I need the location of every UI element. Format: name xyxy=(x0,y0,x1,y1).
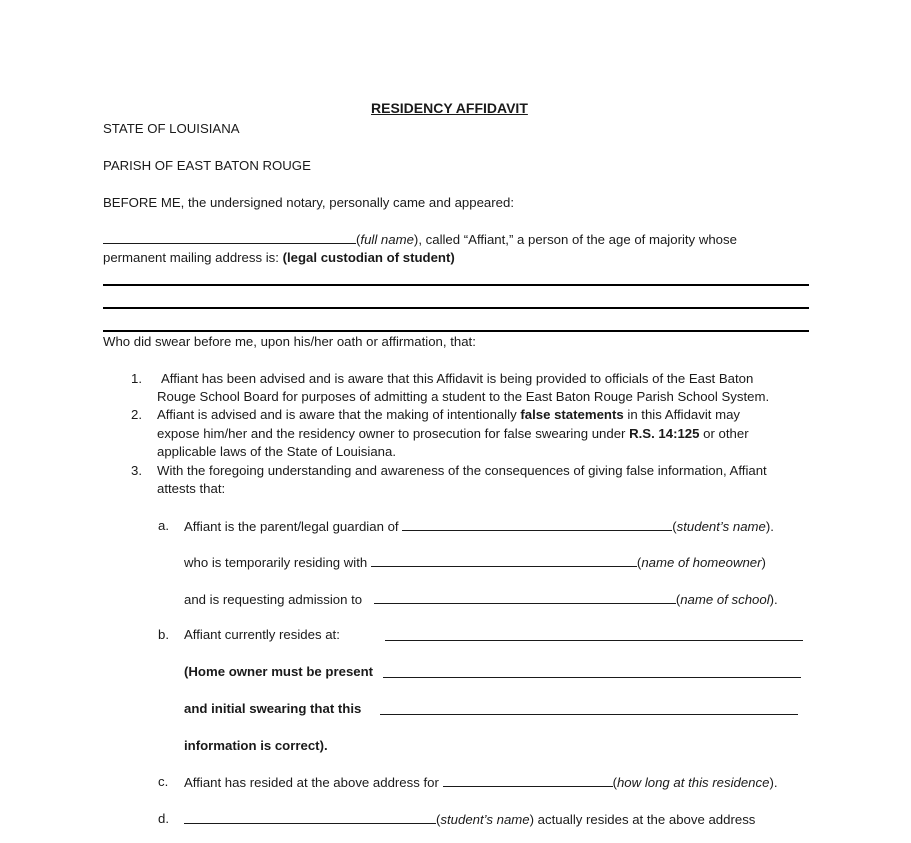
swear-intro: Who did swear before me, upon his/her oath or affirmation, that: xyxy=(103,334,476,349)
sub-a-line-1: Affiant is the parent/legal guardian of (student’s name). xyxy=(184,519,774,534)
student-name-hint: student’s name xyxy=(676,519,766,534)
document-title: RESIDENCY AFFIDAVIT xyxy=(371,100,528,116)
resided-for-label: Affiant has resided at the above address for xyxy=(184,775,439,790)
affiant-intro-text: ), called “Affiant,” a person of the age of majority whose xyxy=(413,232,737,247)
resident-student-name-blank[interactable] xyxy=(184,811,436,824)
sub-b-line-1: Affiant currently resides at: xyxy=(184,627,340,642)
resident-student-name-hint: student’s name xyxy=(440,812,530,827)
item-3-line-2: attests that: xyxy=(157,481,226,496)
address-line-1[interactable] xyxy=(103,284,809,286)
item-2-number: 2. xyxy=(131,407,142,422)
item-2-line-2 xyxy=(157,426,749,442)
item-2-line-1 xyxy=(157,407,740,423)
residence-address-blank-1[interactable] xyxy=(385,628,803,641)
item-1-line-1: Affiant has been advised and is aware that this Affidavit is being provided to officials of the East Baton xyxy=(161,371,754,386)
mailing-address-label: permanent mailing address is: xyxy=(103,250,283,265)
item-2-text-d: or other xyxy=(699,426,749,441)
student-name-blank[interactable] xyxy=(402,518,672,531)
before-me-line: BEFORE ME, the undersigned notary, personally came and appeared: xyxy=(103,195,514,210)
admission-to-label: and is requesting admission to xyxy=(184,592,363,607)
address-line-3[interactable] xyxy=(103,330,809,332)
sub-b-line-4: information is correct). xyxy=(184,738,328,753)
item-1-line-2: Rouge School Board for purposes of admitting a student to the East Baton Rouge Parish School System. xyxy=(157,389,770,404)
homeowner-name-hint: name of homeowner xyxy=(641,555,762,570)
item-3-number: 3. xyxy=(131,463,142,478)
item-2-text-c: expose him/her and the residency owner to prosecution for false swearing under xyxy=(157,426,630,441)
item-1-number: 1. xyxy=(131,371,142,386)
item-2-line-3: applicable laws of the State of Louisiana. xyxy=(157,444,396,459)
statute-reference: R.S. 14:125 xyxy=(629,426,700,441)
mailing-address-line xyxy=(103,250,455,266)
sub-b-line-3: and initial swearing that this xyxy=(184,701,362,716)
affiant-name-line: (full name), called “Affiant,” a person of the age of majority whose xyxy=(103,231,737,248)
sub-b-line-2: (Home owner must be present xyxy=(184,664,374,679)
sub-d-line: (student’s name) actually resides at the above address xyxy=(184,811,755,828)
state-line: STATE OF LOUISIANA xyxy=(103,121,240,136)
legal-custodian-label: (legal custodian of student) xyxy=(282,250,455,265)
homeowner-name-blank[interactable] xyxy=(371,554,637,567)
item-2-text-a: Affiant is advised and is aware that the making of intentionally xyxy=(157,407,521,422)
resides-at-address-text: ) actually resides at the above address xyxy=(529,812,756,827)
residence-address-blank-3[interactable] xyxy=(380,702,798,715)
sub-c-label: c. xyxy=(158,774,169,789)
school-name-blank[interactable] xyxy=(374,591,676,604)
residence-duration-blank[interactable] xyxy=(443,774,613,787)
false-statements-emphasis: false statements xyxy=(520,407,624,422)
sub-c-line: Affiant has resided at the above address for (how long at this residence). xyxy=(184,775,778,790)
full-name-hint: full name xyxy=(360,232,414,247)
sub-a-line-2: who is temporarily residing with (name of homeowner) xyxy=(184,555,766,570)
sub-a-line-3: and is requesting admission to (name of school). xyxy=(184,592,778,607)
full-name-blank[interactable] xyxy=(103,231,356,244)
item-2-text-b: in this Affidavit may xyxy=(623,407,741,422)
parish-line: PARISH OF EAST BATON ROUGE xyxy=(103,158,311,173)
address-line-2[interactable] xyxy=(103,307,809,309)
sub-a-label: a. xyxy=(158,518,169,533)
sub-d-label: d. xyxy=(158,811,169,826)
guardian-of-label: Affiant is the parent/legal guardian of xyxy=(184,519,399,534)
sub-b-label: b. xyxy=(158,627,169,642)
residence-duration-hint: how long at this residence xyxy=(616,775,770,790)
residence-address-blank-2[interactable] xyxy=(383,665,801,678)
residing-with-label: who is temporarily residing with xyxy=(184,555,368,570)
item-3-line-1: With the foregoing understanding and awareness of the consequences of giving false information, Affiant xyxy=(157,463,767,478)
school-name-hint: name of school xyxy=(680,592,770,607)
